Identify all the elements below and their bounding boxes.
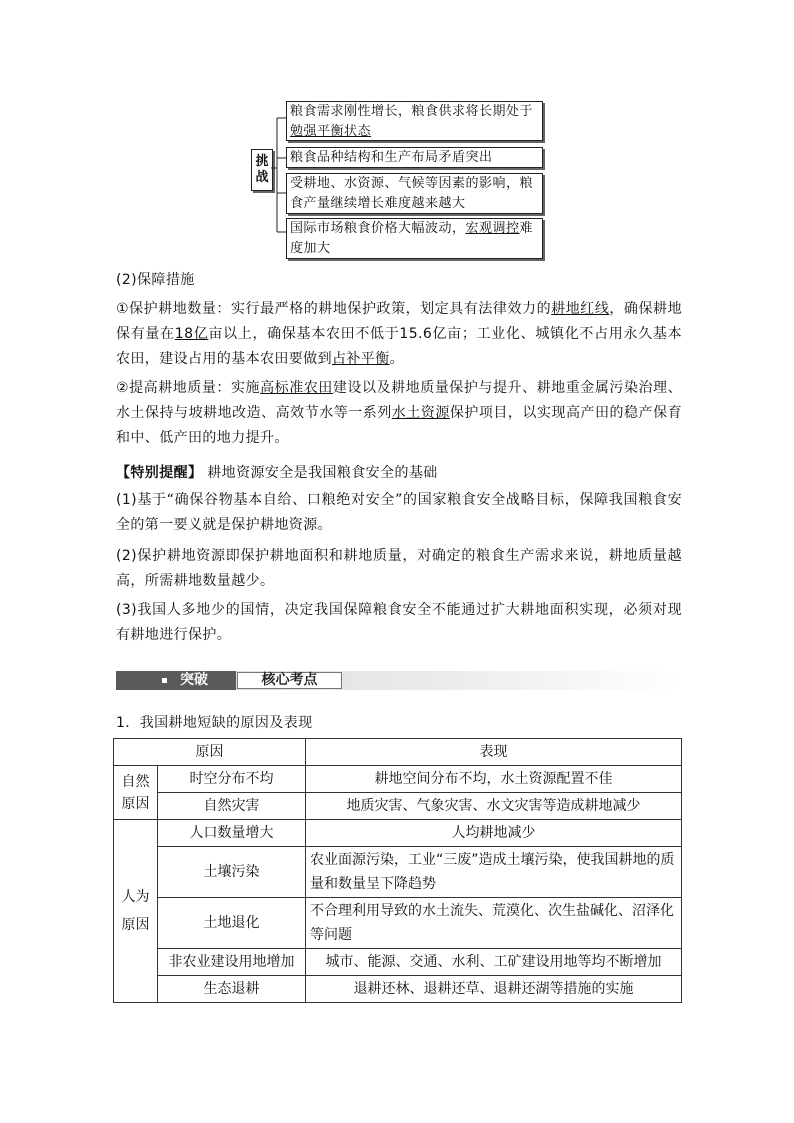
- challenge-item-4-text-end: 难度加大: [290, 221, 534, 256]
- measure-2-text-b: 建设以及耕地质量保护与提升、耕地重金属污染治理、水土保持与坡耕地改造、高效节水等一系列: [116, 380, 683, 421]
- challenge-item-4: [286, 218, 543, 259]
- diagram-connector: [271, 110, 287, 242]
- header-show: 表现: [306, 739, 682, 766]
- row-show: 不合理利用导致的水土流失、荒漠化、次生盐碱化、沼泽化等问题: [306, 898, 682, 949]
- row-cause: 生态退耕: [158, 976, 306, 1003]
- challenge-item-1: [286, 101, 543, 141]
- section-bar-dark-tab: [116, 671, 236, 690]
- row-cause: 非农业建设用地增加: [158, 949, 306, 976]
- challenge-item-3: [286, 173, 543, 214]
- row-show: 农业面源污染，工业“三废”造成土壤污染，使我国耕地的质量和数量呈下降趋势: [306, 847, 682, 898]
- measure-1-text-a: ①保护耕地数量：实行最严格的耕地保护政策，划定具有法律效力的: [116, 301, 552, 317]
- row-cause: 人口数量增大: [158, 820, 306, 847]
- table-row: [114, 976, 682, 1003]
- row-cause: 自然灾害: [158, 793, 306, 820]
- reminder-item-3: (3)我国人多地少的国情，决定我国保障粮食安全不能通过扩大耕地面积实现，必须对现有耕地进行保护。: [116, 602, 682, 643]
- challenge-item-1-text: 粮食需求刚性增长，粮食供求将长期处于: [290, 104, 534, 119]
- challenge-item-4-underlined: 宏观调控: [465, 221, 520, 236]
- measure-2-underlined-1: 高标准农田: [260, 380, 333, 396]
- table-row: [114, 793, 682, 820]
- header-cause: 原因: [114, 739, 306, 766]
- challenge-item-4-text: 国际市场粮食价格大幅波动，: [290, 221, 466, 236]
- measure-1-text-d: 。: [389, 351, 405, 367]
- measure-2-underlined-2: 水土资源: [391, 405, 450, 421]
- challenge-item-1-underlined: 勉强平衡状态: [290, 124, 372, 139]
- row-show: 退耕还林、退耕还草、退耕还湖等措施的实施: [306, 976, 682, 1003]
- measure-1-underlined-1: 耕地红线: [551, 301, 610, 317]
- table-row: [114, 898, 682, 949]
- table-row: [114, 949, 682, 976]
- row-cause: 土地退化: [158, 898, 306, 949]
- human-group-label: 人为原因: [114, 820, 158, 1003]
- challenge-label-char-1: 挑: [255, 154, 269, 169]
- measure-1-text-b: ，确保耕地保有量在: [116, 301, 682, 342]
- measure-2-text-c: 保护项目，以实现高产田的稳产保育和中、低产田的地力提升。: [116, 405, 682, 446]
- row-show: 耕地空间分布不均，水土资源配置不佳: [306, 766, 682, 793]
- measure-1-paragraph: [116, 297, 682, 372]
- measure-1-underlined-2: 18亿: [174, 326, 209, 342]
- challenge-item-3-text: 受耕地、水资源、气候等因素的影响，粮食产量继续增长难度越来越大: [290, 176, 534, 211]
- table-row: [114, 820, 682, 847]
- section-bar: [116, 671, 679, 690]
- table-title: 1．我国耕地短缺的原因及表现: [116, 715, 313, 731]
- challenge-label-box: [251, 149, 273, 191]
- square-bullet-icon: [162, 678, 167, 683]
- challenge-label-char-2: 战: [255, 170, 269, 185]
- row-show: 地质灾害、气象灾害、水文灾害等造成耕地减少: [306, 793, 682, 820]
- reminder-tag: 【特别提醒】: [116, 465, 203, 481]
- farmland-shortage-table: [113, 738, 682, 1003]
- natural-group-label: 自然原因: [114, 766, 158, 820]
- section-bar-light-label: 核心考点: [237, 672, 342, 689]
- row-cause: 时空分布不均: [158, 766, 306, 793]
- row-show: 人均耕地减少: [306, 820, 682, 847]
- measure-2-paragraph: [116, 376, 682, 451]
- row-cause: 土壤污染: [158, 847, 306, 898]
- table-row: [114, 766, 682, 793]
- reminder-item-2: (2)保护耕地资源即保护耕地面积和耕地质量，对确定的粮食生产需求来说，耕地质量越高，所需耕地数量越少。: [116, 548, 682, 589]
- reminder-title: 耕地资源安全是我国粮食安全的基础: [207, 465, 438, 481]
- table-row: [114, 847, 682, 898]
- reminder-item-1: (1)基于“确保谷物基本自给、口粮绝对安全”的国家粮食安全战略目标，保障我国粮食安全的第一要义就是保护耕地资源。: [116, 492, 682, 533]
- measure-1-underlined-3: 占补平衡: [332, 351, 390, 367]
- measures-heading: (2)保障措施: [116, 272, 195, 288]
- challenge-item-2: [286, 147, 543, 168]
- table-header-row: [114, 739, 682, 766]
- section-bar-dark-label: 突破: [180, 672, 208, 688]
- challenge-item-2-text: 粮食品种结构和生产布局矛盾突出: [290, 150, 493, 165]
- measure-1-text-c: 亩以上，确保基本农田不低于15.6亿亩；工业化、城镇化不占用永久基本农田，建设占用的基本农田要做到: [116, 326, 682, 367]
- reminder-heading: [116, 461, 682, 486]
- row-show: 城市、能源、交通、水利、工矿建设用地等均不断增加: [306, 949, 682, 976]
- measure-2-text-a: ②提高耕地质量：实施: [116, 380, 261, 396]
